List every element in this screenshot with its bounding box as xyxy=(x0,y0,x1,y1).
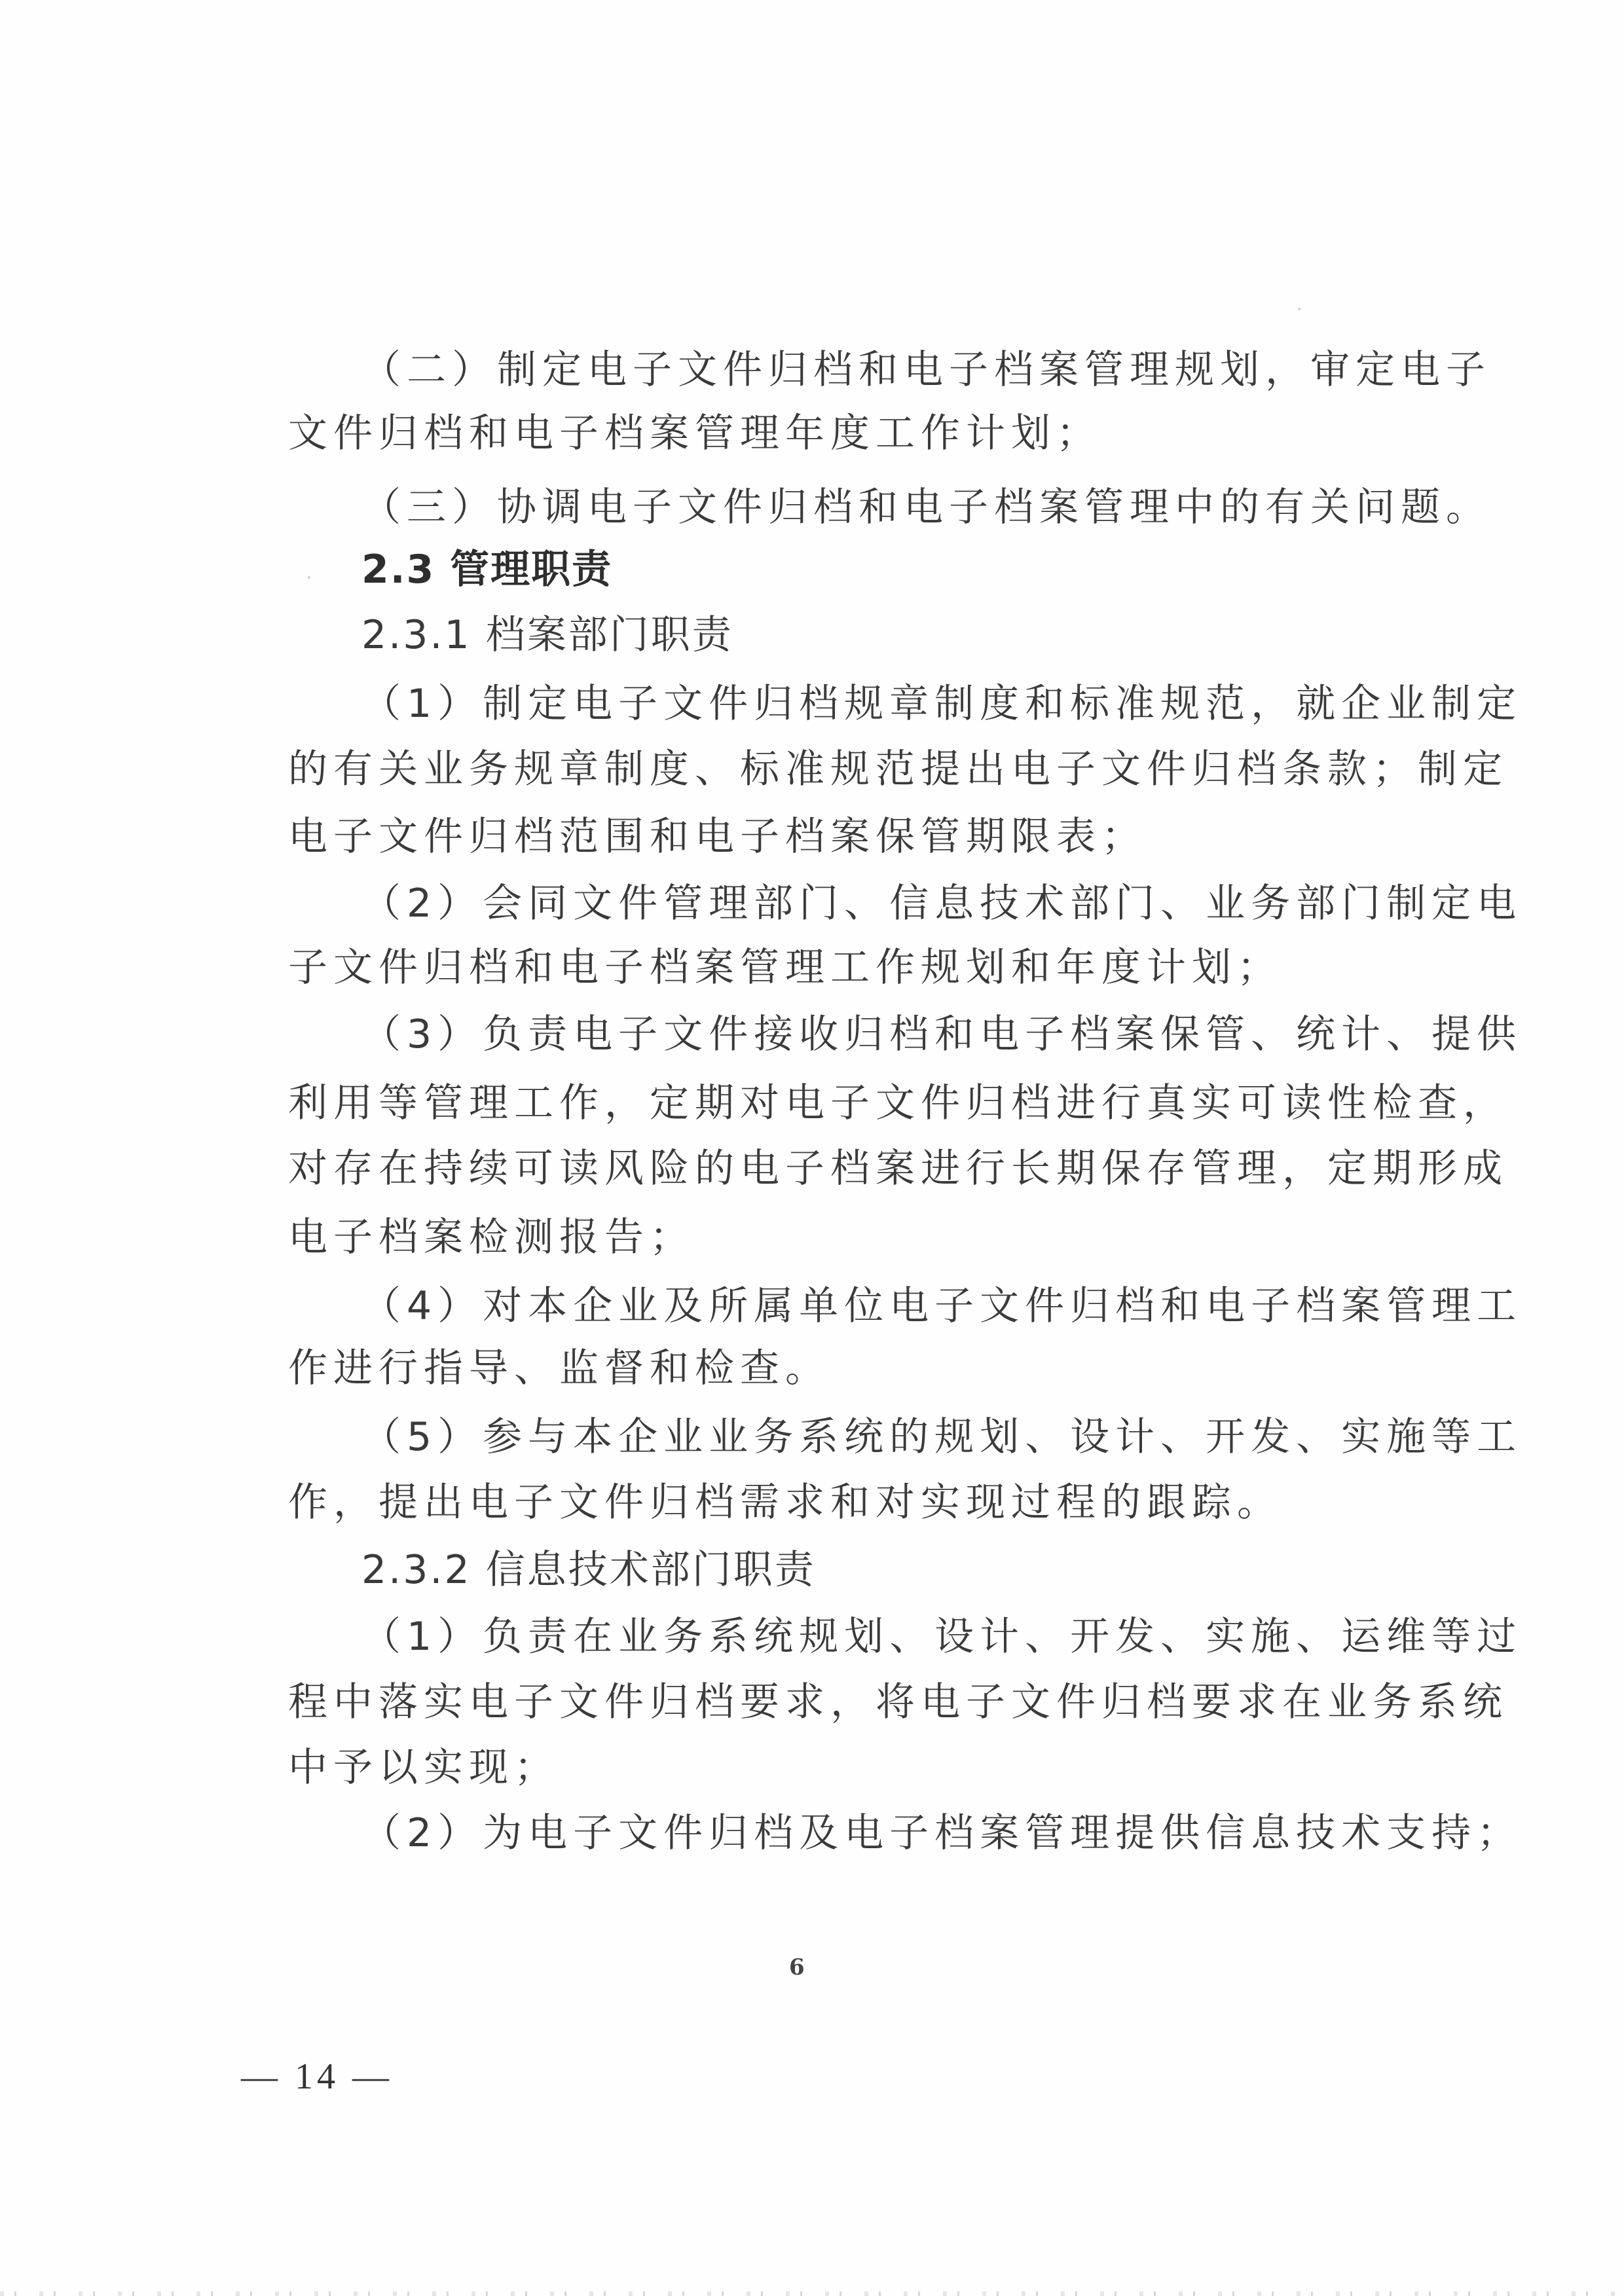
scan-speck xyxy=(1298,308,1301,310)
list-item-line: 的有关业务规章制度、标准规范提出电子文件归档条款；制定 xyxy=(288,746,1508,792)
scan-speck xyxy=(308,576,310,579)
list-item-line: （2）会同文件管理部门、信息技术部门、业务部门制定电 xyxy=(361,881,1522,926)
paragraph-line: （三）协调电子文件归档和电子档案管理中的有关问题。 xyxy=(361,484,1491,530)
subsection-heading-2-3-1: 2.3.1 档案部门职责 xyxy=(361,612,733,658)
list-item-line: （1）制定电子文件归档规章制度和标准规范，就企业制定 xyxy=(361,681,1522,727)
list-item-line: 电子档案检测报告； xyxy=(288,1214,695,1260)
scan-edge-artifact xyxy=(0,2291,1624,2296)
outer-page-number: — 14 — xyxy=(241,2056,393,2097)
list-item-line: 对存在持续可读风险的电子档案进行长期保存管理，定期形成 xyxy=(288,1146,1508,1192)
list-item-line: （4）对本企业及所属单位电子文件归档和电子档案管理工 xyxy=(361,1283,1522,1329)
inner-page-number: 6 xyxy=(789,1954,805,1980)
list-item-line: 中予以实现； xyxy=(288,1745,559,1791)
list-item-line: （1）负责在业务系统规划、设计、开发、实施、运维等过 xyxy=(361,1614,1522,1660)
section-heading-2-3: 2.3 管理职责 xyxy=(361,547,613,592)
list-item-line: 程中落实电子文件归档要求，将电子文件归档要求在业务系统 xyxy=(288,1679,1508,1725)
paragraph-line: 文件归档和电子档案管理年度工作计划； xyxy=(288,410,1101,456)
list-item-line: 作进行指导、监督和检查。 xyxy=(288,1345,830,1391)
list-item-line: 作，提出电子文件归档需求和对实现过程的跟踪。 xyxy=(288,1480,1282,1525)
list-item-line: （3）负责电子文件接收归档和电子档案保管、统计、提供 xyxy=(361,1011,1522,1057)
list-item-line: 子文件归档和电子档案管理工作规划和年度计划； xyxy=(288,945,1282,991)
paragraph-line: （二）制定电子文件归档和电子档案管理规划，审定电子 xyxy=(361,347,1491,393)
list-item-line: （5）参与本企业业务系统的规划、设计、开发、实施等工 xyxy=(361,1414,1522,1460)
list-item-line: （2）为电子文件归档及电子档案管理提供信息技术支持； xyxy=(361,1810,1522,1856)
list-item-line: 电子文件归档范围和电子档案保管期限表； xyxy=(288,814,1147,860)
list-item-line: 利用等管理工作，定期对电子文件归档进行真实可读性检查， xyxy=(288,1080,1508,1126)
subsection-heading-2-3-2: 2.3.2 信息技术部门职责 xyxy=(361,1547,816,1593)
